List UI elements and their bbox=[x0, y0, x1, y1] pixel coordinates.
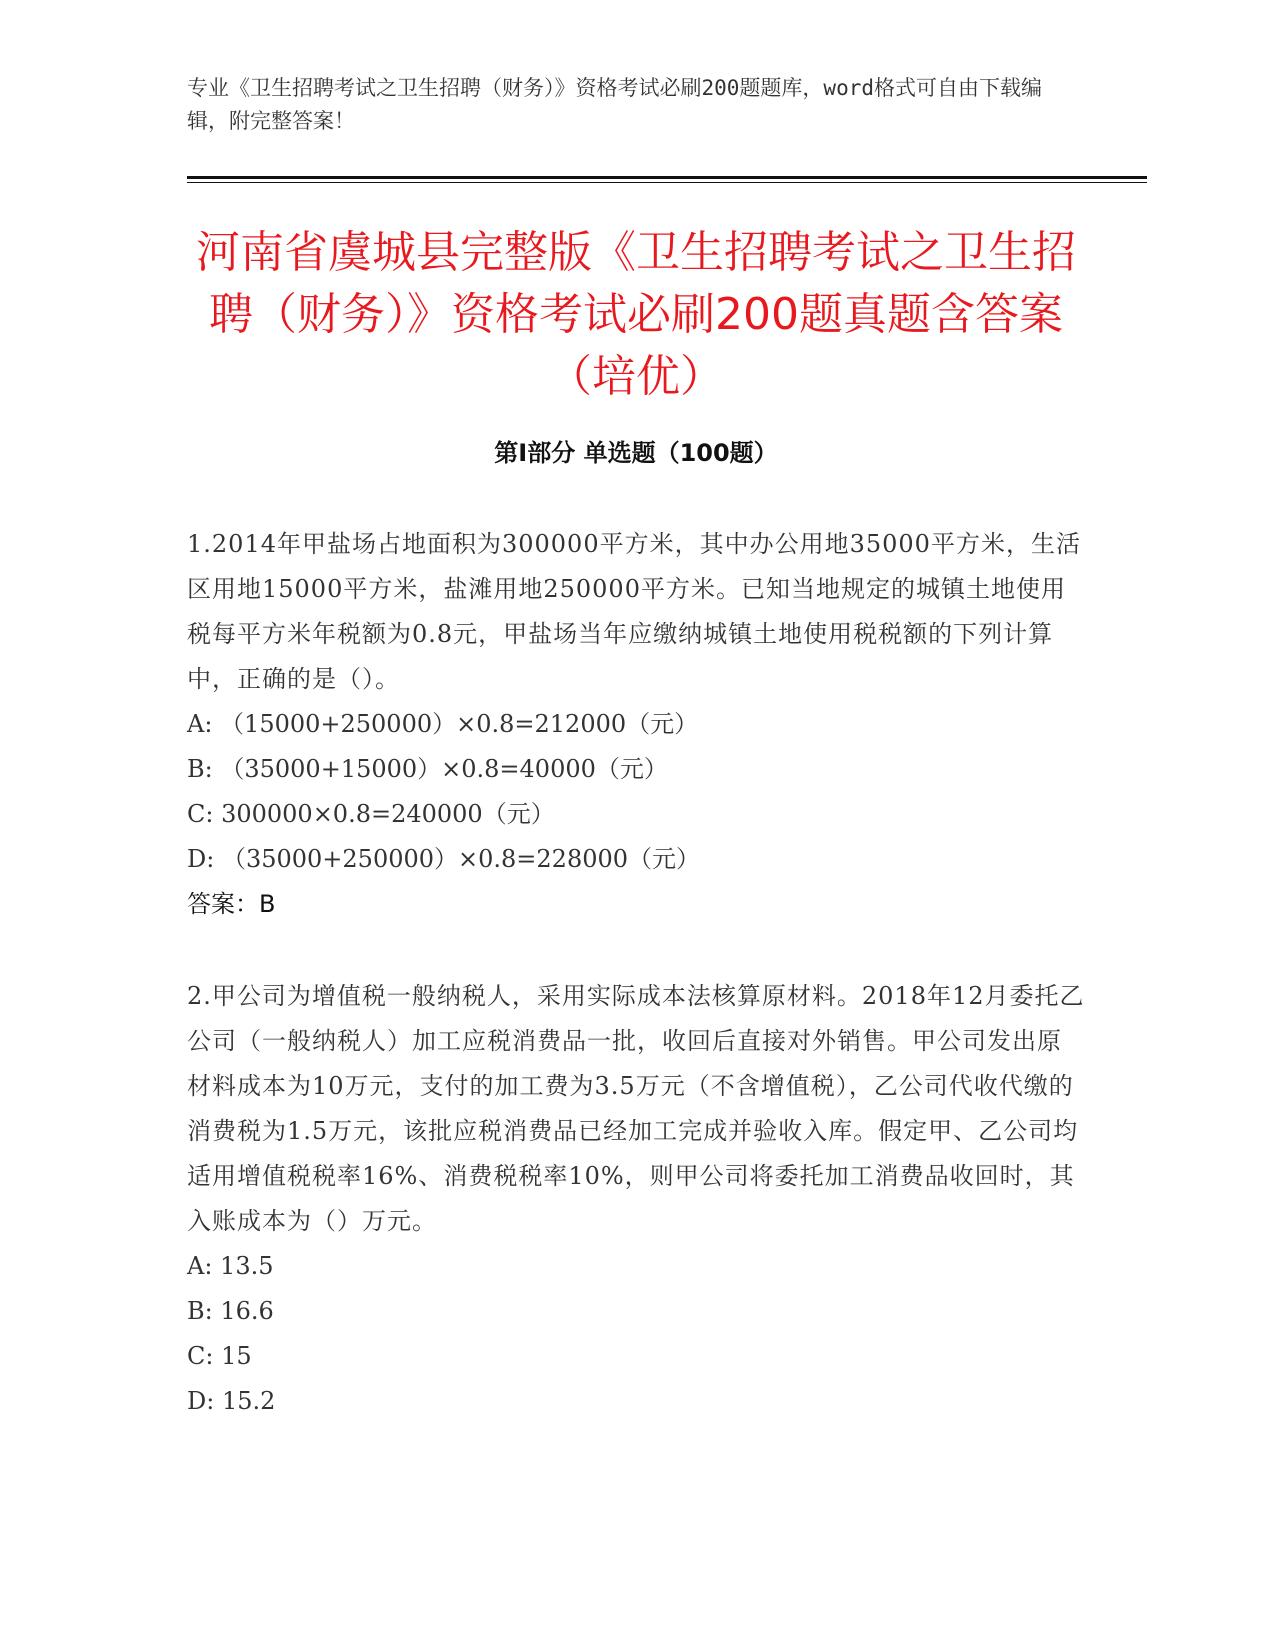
option-b: B: （35000+15000）×0.8=40000（元） bbox=[187, 755, 668, 783]
option-b: B: 16.6 bbox=[187, 1297, 274, 1325]
option-a: A: （15000+250000）×0.8=212000（元） bbox=[187, 710, 699, 738]
option-a: A: 13.5 bbox=[187, 1252, 274, 1280]
answer-text: 答案：B bbox=[187, 890, 276, 918]
document-title: 河南省虞城县完整版《卫生招聘考试之卫生招聘（财务）》资格考试必刷200题真题含答案（培优） bbox=[196, 227, 1076, 402]
question-text: 2.甲公司为增值税一般纳税人，采用实际成本法核算原材料。2018年12月委托乙公司（一般纳税人）加工应税消费品一批，收回后直接对外销售。甲公司发出原材料成本为10万元，支付的加工费为3.5万元（不含增值税），乙公司代收代缴的消费税为1.5万元，该批应税消费品已经加工完成并验收入库。假定甲、乙公司均适用增值税税率16%、消费税税率10%，则甲公司将委托加工消费品收回时，其入账成本为（）万元。 bbox=[187, 982, 1085, 1235]
option-c: C: 300000×0.8=240000（元） bbox=[187, 800, 555, 828]
option-d: D: 15.2 bbox=[187, 1387, 276, 1415]
header-divider-thin bbox=[187, 182, 1147, 183]
question-1 bbox=[187, 522, 1085, 927]
question-2 bbox=[187, 974, 1085, 1424]
option-d: D: （35000+250000）×0.8=228000（元） bbox=[187, 845, 701, 873]
option-c: C: 15 bbox=[187, 1342, 252, 1370]
question-text: 1.2014年甲盐场占地面积为300000平方米，其中办公用地35000平方米，生活区用地15000平方米，盐滩用地250000平方米。已知当地规定的城镇土地使用税每平方米年税额为0.8元，甲盐场当年应缴纳城镇土地使用税税额的下列计算中，正确的是（）。 bbox=[187, 530, 1081, 693]
header-divider-thick bbox=[187, 176, 1147, 179]
section-heading: 第Ⅰ部分 单选题（100题） bbox=[494, 439, 778, 467]
header-note: 专业《卫生招聘考试之卫生招聘（财务）》资格考试必刷200题题库，word格式可自由下载编辑，附完整答案！ bbox=[187, 76, 1042, 133]
